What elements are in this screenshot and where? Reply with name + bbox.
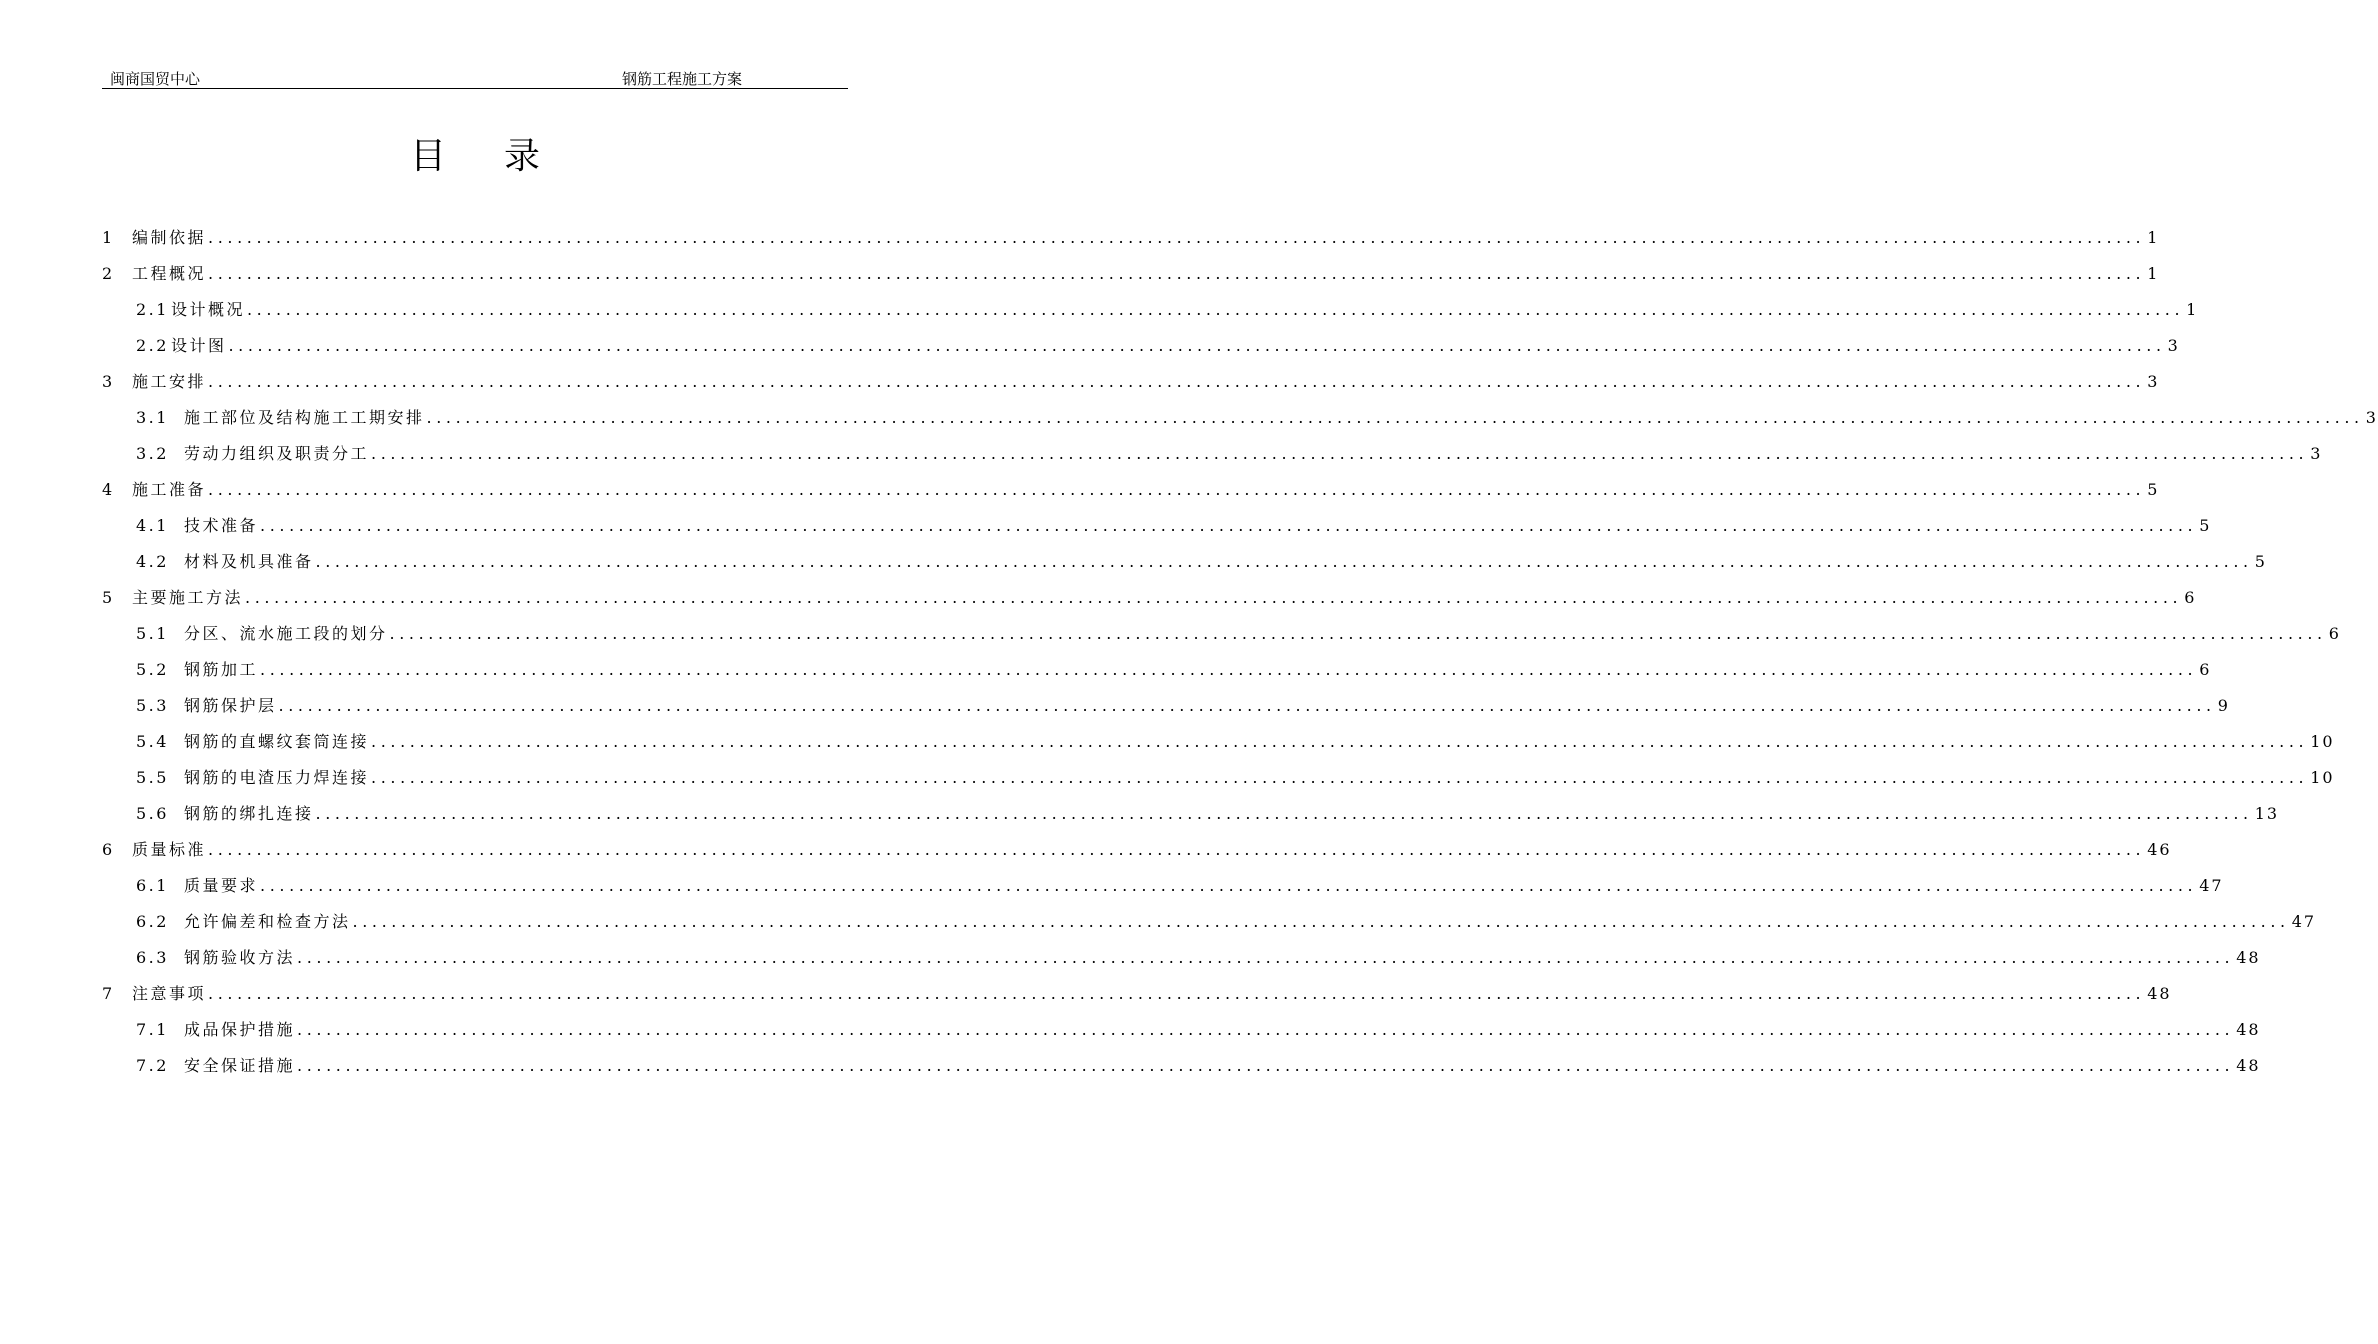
toc-dot-leader: ........................................................................................................................................................................................................ — [352, 912, 2290, 931]
toc-entry-label: 质量标准 — [132, 840, 207, 859]
toc-dot-leader: ........................................................................................................................................................................................................ — [371, 768, 2309, 787]
toc-entry[interactable] — [102, 652, 2212, 688]
toc-entry-number: 4.1 — [136, 516, 169, 535]
toc-entry-page: 5 — [2147, 480, 2160, 499]
toc-entry-label: 编制依据 — [132, 228, 207, 247]
toc-entry-page: 46 — [2147, 840, 2172, 859]
toc-entry-number: 4 — [102, 480, 115, 499]
toc-entry[interactable] — [102, 220, 2160, 256]
toc-entry-label: 钢筋保护层 — [184, 696, 277, 715]
toc-dot-leader: ........................................................................................................................................................................................................ — [208, 228, 2146, 247]
toc-entry-number: 5.2 — [136, 660, 169, 679]
toc-entry-number: 7 — [102, 984, 115, 1003]
toc-entry-page: 5 — [2254, 552, 2267, 571]
toc-entry-number: 2 — [102, 264, 115, 283]
toc-entry-page: 48 — [2236, 1056, 2261, 1075]
toc-entry-label: 允许偏差和检查方法 — [184, 912, 351, 931]
table-of-contents — [102, 220, 2378, 1084]
toc-dot-leader: ........................................................................................................................................................................................................ — [246, 300, 2185, 319]
toc-entry-page: 6 — [2184, 588, 2197, 607]
toc-entry-page: 13 — [2254, 804, 2280, 823]
toc-entry-number: 6.3 — [136, 948, 169, 967]
toc-entry-page: 1 — [2147, 228, 2160, 247]
toc-entry-label: 成品保护措施 — [184, 1020, 296, 1039]
toc-entry-page: 3 — [2365, 408, 2378, 427]
header-project-name: 闽商国贸中心 — [110, 70, 201, 88]
toc-entry[interactable] — [102, 436, 2323, 472]
toc-entry-number: 3.2 — [136, 444, 169, 463]
toc-entry-page: 1 — [2147, 264, 2160, 283]
toc-entry-number: 5 — [102, 588, 115, 607]
toc-entry-page: 48 — [2236, 1020, 2261, 1039]
toc-dot-leader: ........................................................................................................................................................................................................ — [297, 948, 2235, 967]
toc-entry[interactable] — [102, 472, 2160, 508]
toc-entry-label: 钢筋的直螺纹套筒连接 — [184, 732, 370, 751]
toc-entry[interactable] — [102, 508, 2212, 544]
toc-dot-leader: ........................................................................................................................................................................................................ — [208, 264, 2146, 283]
toc-dot-leader: ........................................................................................................................................................................................................ — [245, 588, 2183, 607]
toc-entry-page: 6 — [2328, 624, 2341, 643]
toc-entry-number: 6 — [102, 840, 115, 859]
toc-dot-leader: ........................................................................................................................................................................................................ — [297, 1056, 2235, 1075]
toc-entry-number: 7.2 — [136, 1056, 169, 1075]
toc-dot-leader: ........................................................................................................................................................................................................ — [208, 372, 2146, 391]
toc-entry-label: 设计概况 — [170, 300, 245, 319]
toc-entry-number: 2.1 — [136, 300, 169, 319]
toc-entry[interactable] — [102, 616, 2341, 652]
page-title: 目录 — [409, 136, 598, 177]
toc-entry[interactable] — [102, 1048, 2261, 1084]
toc-entry-number: 4.2 — [136, 552, 169, 571]
toc-entry[interactable] — [102, 364, 2160, 400]
toc-entry-number: 1 — [102, 228, 115, 247]
toc-entry-label: 分区、流水施工段的划分 — [184, 624, 388, 643]
toc-entry-page: 3 — [2147, 372, 2160, 391]
toc-entry[interactable] — [102, 904, 2317, 940]
toc-entry-number: 7.1 — [136, 1020, 169, 1039]
toc-entry-page: 1 — [2186, 300, 2199, 319]
toc-entry-label: 安全保证措施 — [184, 1056, 296, 1075]
toc-dot-leader: ........................................................................................................................................................................................................ — [426, 408, 2364, 427]
toc-entry[interactable] — [102, 256, 2160, 292]
toc-entry-label: 钢筋加工 — [184, 660, 259, 679]
toc-entry[interactable] — [102, 292, 2199, 328]
toc-entry[interactable] — [102, 868, 2224, 904]
toc-entry-page: 48 — [2147, 984, 2172, 1003]
toc-dot-leader: ........................................................................................................................................................................................................ — [315, 552, 2253, 571]
toc-entry-number: 5.1 — [136, 624, 169, 643]
toc-entry-label: 注意事项 — [132, 984, 207, 1003]
toc-dot-leader: ........................................................................................................................................................................................................ — [260, 660, 2198, 679]
toc-entry-label: 主要施工方法 — [132, 588, 244, 607]
toc-dot-leader: ........................................................................................................................................................................................................ — [389, 624, 2327, 643]
toc-entry-page: 47 — [2291, 912, 2317, 931]
toc-entry[interactable] — [102, 724, 2335, 760]
toc-entry-number: 3.1 — [136, 408, 169, 427]
toc-entry[interactable] — [102, 400, 2378, 436]
toc-dot-leader: ........................................................................................................................................................................................................ — [315, 804, 2253, 823]
toc-entry-label: 施工准备 — [132, 480, 207, 499]
toc-entry[interactable] — [102, 544, 2267, 580]
toc-entry-label: 施工部位及结构施工工期安排 — [184, 408, 425, 427]
toc-entry-number: 5.6 — [136, 804, 169, 823]
toc-entry-page: 6 — [2199, 660, 2212, 679]
toc-entry-number: 6.1 — [136, 876, 169, 895]
toc-entry-page: 10 — [2310, 768, 2335, 787]
toc-dot-leader: ........................................................................................................................................................................................................ — [208, 984, 2146, 1003]
toc-entry-number: 3 — [102, 372, 115, 391]
toc-entry-label: 工程概况 — [132, 264, 207, 283]
toc-entry-label: 质量要求 — [184, 876, 259, 895]
toc-dot-leader: ........................................................................................................................................................................................................ — [260, 516, 2198, 535]
header-document-name: 钢筋工程施工方案 — [622, 70, 743, 88]
toc-entry-page: 3 — [2310, 444, 2323, 463]
toc-dot-leader: ........................................................................................................................................................................................................ — [371, 732, 2309, 751]
toc-entry[interactable] — [102, 688, 2230, 724]
toc-dot-leader: ........................................................................................................................................................................................................ — [208, 840, 2146, 859]
toc-entry-page: 47 — [2199, 876, 2224, 895]
toc-entry-label: 技术准备 — [184, 516, 259, 535]
toc-dot-leader: ........................................................................................................................................................................................................ — [278, 696, 2216, 715]
toc-dot-leader: ........................................................................................................................................................................................................ — [208, 480, 2146, 499]
toc-dot-leader: ........................................................................................................................................................................................................ — [297, 1020, 2235, 1039]
toc-entry-number: 6.2 — [136, 912, 169, 931]
toc-entry[interactable] — [102, 796, 2280, 832]
toc-entry[interactable] — [102, 940, 2261, 976]
toc-entry[interactable] — [102, 976, 2172, 1012]
toc-entry-number: 5.4 — [136, 732, 169, 751]
toc-entry[interactable] — [102, 1012, 2261, 1048]
toc-entry-label: 钢筋的电渣压力焊连接 — [184, 768, 370, 787]
toc-entry[interactable] — [102, 832, 2172, 868]
toc-entry-page: 48 — [2236, 948, 2261, 967]
toc-dot-leader: ........................................................................................................................................................................................................ — [228, 336, 2166, 355]
toc-entry-page: 3 — [2167, 336, 2180, 355]
toc-dot-leader: ........................................................................................................................................................................................................ — [260, 876, 2198, 895]
toc-entry-page: 5 — [2199, 516, 2212, 535]
toc-entry-number: 2.2 — [136, 336, 169, 355]
toc-entry-label: 设计图 — [170, 336, 227, 355]
page-header — [102, 66, 848, 89]
toc-entry-label: 施工安排 — [132, 372, 207, 391]
toc-entry-page: 10 — [2310, 732, 2335, 751]
toc-entry-label: 钢筋验收方法 — [184, 948, 296, 967]
toc-entry-number: 5.3 — [136, 696, 169, 715]
toc-dot-leader: ........................................................................................................................................................................................................ — [371, 444, 2309, 463]
toc-entry[interactable] — [102, 328, 2180, 364]
toc-entry-label: 材料及机具准备 — [184, 552, 314, 571]
toc-entry[interactable] — [102, 580, 2197, 616]
toc-entry-label: 钢筋的绑扎连接 — [184, 804, 314, 823]
toc-entry-page: 9 — [2217, 696, 2230, 715]
toc-entry[interactable] — [102, 760, 2335, 796]
toc-entry-label: 劳动力组织及职责分工 — [184, 444, 370, 463]
toc-entry-number: 5.5 — [136, 768, 169, 787]
